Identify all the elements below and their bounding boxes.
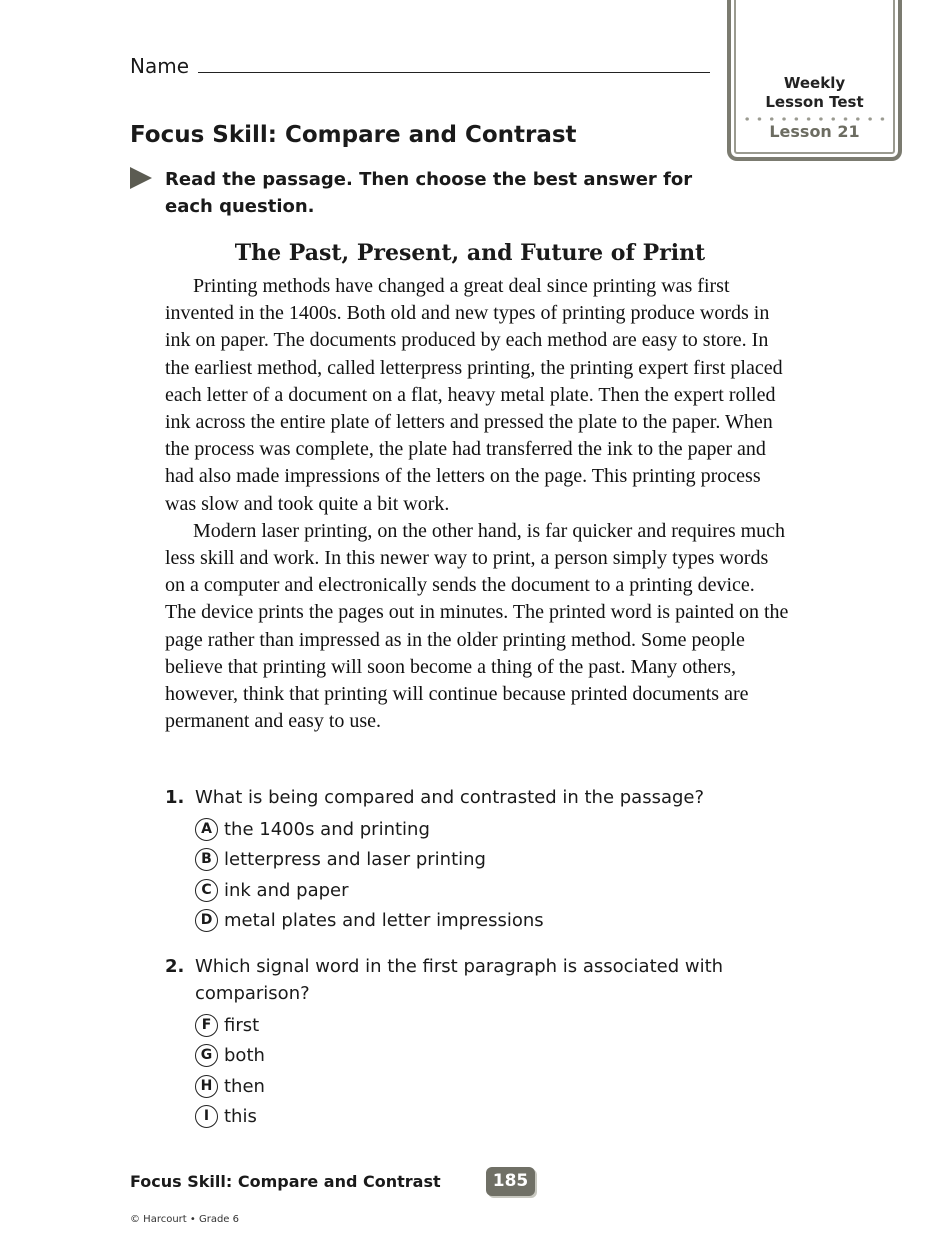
lesson-test-tab — [727, 0, 902, 161]
answer-bubble-g[interactable]: G — [195, 1044, 218, 1067]
answer-text: both — [224, 1045, 265, 1067]
answer-text: metal plates and letter impressions — [224, 910, 544, 932]
question-text: What is being compared and contrasted in the passage? — [195, 787, 705, 808]
answer-text: ink and paper — [224, 879, 349, 901]
page-title: Focus Skill: Compare and Contrast — [130, 122, 577, 148]
answer-text: letterpress and laser printing — [224, 849, 486, 871]
answer-options — [195, 814, 765, 936]
answer-option-b[interactable] — [195, 845, 765, 876]
answer-text: this — [224, 1106, 257, 1128]
question-number: 1. — [165, 787, 185, 808]
answer-option-i[interactable] — [195, 1102, 765, 1133]
answer-option-a[interactable] — [195, 814, 765, 845]
answer-bubble-a[interactable]: A — [195, 818, 218, 841]
answer-bubble-b[interactable]: B — [195, 848, 218, 871]
question-1 — [165, 784, 765, 936]
directions: Read the passage. Then choose the best answer for each question. — [165, 169, 693, 217]
answer-option-f[interactable] — [195, 1010, 765, 1041]
answer-bubble-c[interactable]: C — [195, 879, 218, 902]
answer-text: then — [224, 1075, 265, 1097]
passage-title: The Past, Present, and Future of Print — [234, 240, 706, 266]
tab-weekly: Weekly — [783, 74, 846, 92]
question-text: Which signal word in the first paragraph is associated with comparison? — [195, 956, 724, 1004]
name-row — [130, 54, 710, 82]
answer-options — [195, 1010, 765, 1132]
answer-bubble-f[interactable]: F — [195, 1014, 218, 1037]
answer-text: the 1400s and printing — [224, 818, 430, 840]
answer-option-h[interactable] — [195, 1071, 765, 1102]
answer-text: first — [224, 1014, 260, 1036]
tab-lesson-test: Lesson Test — [765, 93, 864, 111]
answer-option-c[interactable] — [195, 875, 765, 906]
answer-bubble-d[interactable]: D — [195, 909, 218, 932]
passage-paragraph-1: Printing methods have changed a great deal since printing was first invented in the 1400s. Both old and new types of printing produce words in ink on paper. The documents produced by each method are easy to store. In the earliest method, called letterpress printing, the printing expert first placed each letter of a document on a flat, heavy metal plate. Then the expert rolled ink across the entire plate of letters and pressed the plate to the paper. When the process was complete, the plate had transferred the ink to the paper and had also made impressions of the letters on the page. This printing process was slow and took quite a bit work. — [165, 275, 783, 515]
answer-option-g[interactable] — [195, 1041, 765, 1072]
tab-dotted-divider — [741, 117, 889, 121]
page-number-badge: 185 — [486, 1167, 535, 1196]
answer-option-d[interactable] — [195, 906, 765, 937]
question-2 — [165, 953, 765, 1132]
arrow-icon — [130, 167, 152, 189]
answer-bubble-h[interactable]: H — [195, 1075, 218, 1098]
question-number: 2. — [165, 956, 185, 977]
name-label: Name — [130, 54, 190, 78]
passage — [165, 273, 790, 735]
footer-title: Focus Skill: Compare and Contrast — [130, 1172, 441, 1191]
passage-paragraph-2: Modern laser printing, on the other hand, is far quicker and requires much less skill and work. In this newer way to print, a person simply types words on a computer and electronically sends the document to a printing device. The device prints the pages out in minutes. The printed word is painted on the page rather than impressed as in the older printing method. Some people believe that printing will soon become a thing of the past. Many others, however, think that printing will continue because printed documents are permanent and easy to use. — [165, 519, 789, 733]
name-field-line[interactable] — [198, 72, 710, 73]
tab-lesson-number: Lesson 21 — [769, 122, 860, 141]
copyright: © Harcourt • Grade 6 — [130, 1214, 239, 1225]
answer-bubble-i[interactable]: I — [195, 1105, 218, 1128]
